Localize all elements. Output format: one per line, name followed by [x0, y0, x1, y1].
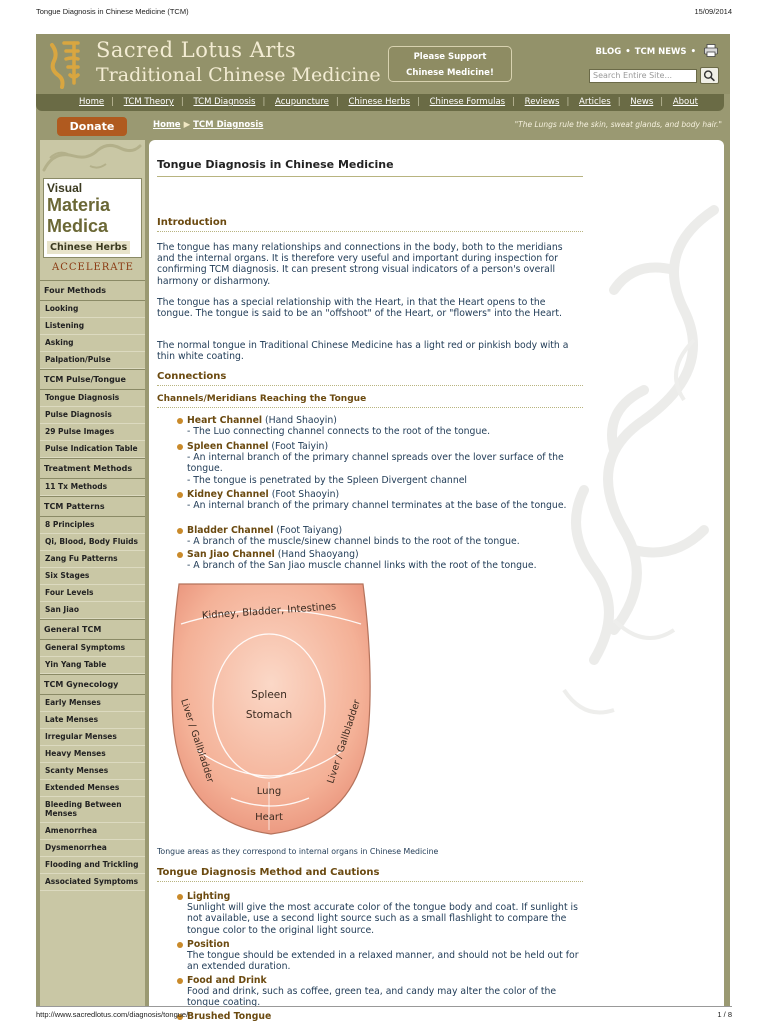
sidebar-item-zang-fu[interactable]: Zang Fu Patterns: [40, 551, 145, 568]
tongue-diagram: [157, 582, 387, 840]
sidebar-item-early-menses[interactable]: Early Menses: [40, 695, 145, 712]
nav-tcm-theory[interactable]: TCM Theory: [123, 97, 174, 107]
channel-sub: (Foot Taiyang): [276, 525, 343, 536]
breadcrumb: [153, 120, 263, 130]
channel-line: - A branch of the muscle/sinew channel binds to the root of the tongue.: [187, 536, 520, 548]
sidebar-item-yin-yang[interactable]: Yin Yang Table: [40, 657, 145, 674]
print-footer: [36, 1006, 732, 1024]
sidebar-item-looking[interactable]: Looking: [40, 301, 145, 318]
sidebar-section-title: TCM Patterns: [40, 496, 145, 517]
bullet-icon: [177, 492, 183, 498]
dragon-ornament-icon: [40, 140, 145, 176]
header-quote: "The Lungs rule the skin, sweat glands, and body hair.": [514, 120, 722, 129]
channel-line: - A branch of the San Jiao muscle channel links with the root of the tongue.: [187, 560, 537, 572]
bullet-icon: [177, 528, 183, 534]
connections-heading: Connections: [157, 371, 583, 386]
sidebar-item-asking[interactable]: Asking: [40, 335, 145, 352]
channel-name: San Jiao Channel: [187, 549, 275, 560]
sidebar-item-general-symptoms[interactable]: General Symptoms: [40, 640, 145, 657]
printer-icon[interactable]: [704, 44, 718, 57]
label-liver-left: Liver / Gallbladder: [178, 697, 216, 784]
promo-line-4: Chinese Herbs: [47, 241, 130, 254]
method-item: [157, 939, 587, 973]
sidebar-item-pulse-images[interactable]: 29 Pulse Images: [40, 424, 145, 441]
support-button[interactable]: [388, 46, 512, 82]
sidebar-item-pulse-diagnosis[interactable]: Pulse Diagnosis: [40, 407, 145, 424]
nav-articles[interactable]: Articles: [579, 97, 611, 107]
promo-line-1: Visual: [47, 181, 83, 195]
channel-item: [157, 489, 587, 511]
sidebar-item-8-principles[interactable]: 8 Principles: [40, 517, 145, 534]
intro-paragraph-2: The tongue has a special relationship with the Heart, in that the Heart opens to the tongue. The tongue is said to be an "offshoot" of the Heart, or "flowers" into the Heart.: [157, 297, 562, 320]
breadcrumb-home[interactable]: Home: [153, 120, 181, 130]
sidebar-item-six-stages[interactable]: Six Stages: [40, 568, 145, 585]
print-page-number: 1 / 8: [717, 1010, 732, 1019]
blog-link[interactable]: BLOG: [595, 47, 622, 57]
label-heart: Heart: [255, 812, 283, 823]
sidebar-item-bleeding-between[interactable]: Bleeding Between Menses: [40, 797, 145, 823]
sidebar-section-title: TCM Gynecology: [40, 674, 145, 695]
channel-line: - The tongue is penetrated by the Spleen Divergent channel: [187, 474, 468, 486]
label-liver-right: Liver / Gallbladder: [325, 698, 363, 785]
bullet-icon: [177, 978, 183, 984]
sidebar-item-associated[interactable]: Associated Symptoms: [40, 874, 145, 891]
promo-line-2: Materia: [47, 195, 111, 215]
tcm-news-link[interactable]: TCM NEWS: [634, 47, 687, 57]
method-text: Sunlight will give the most accurate color of the tongue body and coat. If sunlight is not available, use a second light source such as a small flashlight to compare the tongue color to the original light source.: [187, 902, 578, 936]
accelerate-link[interactable]: ACCELERATE: [52, 262, 134, 273]
logo-subtitle[interactable]: Traditional Chinese Medicine: [96, 64, 381, 86]
sidebar-item-irregular-menses[interactable]: Irregular Menses: [40, 729, 145, 746]
sidebar-item-qi-blood[interactable]: Qi, Blood, Body Fluids: [40, 534, 145, 551]
sidebar-item-scanty-menses[interactable]: Scanty Menses: [40, 763, 145, 780]
sidebar-section-title: Four Methods: [40, 280, 145, 301]
print-title: Tongue Diagnosis in Chinese Medicine (TCM): [36, 7, 189, 16]
method-name: Food and Drink: [187, 975, 267, 986]
sidebar-section-title: General TCM: [40, 619, 145, 640]
channel-sub: (Foot Taiyin): [271, 441, 329, 452]
method-name: Position: [187, 939, 230, 950]
channel-line: - An internal branch of the primary channel spreads over the lover surface of the tongue.: [187, 452, 564, 475]
site-header: [36, 34, 730, 94]
channel-line: - An internal branch of the primary channel terminates at the base of the tongue.: [187, 500, 567, 512]
channel-item: [157, 441, 587, 486]
sidebar-item-san-jiao[interactable]: San Jiao: [40, 602, 145, 619]
channel-name: Bladder Channel: [187, 525, 274, 536]
intro-paragraph-1: The tongue has many relationships and connections in the body, both to the meridians and the internal organs. It is therefore very useful and important during inspection for confirming TCM diagnosis. It can present strong visual indicators of a person's overall harmony or disharmony.: [157, 242, 563, 287]
sidebar-section-title: TCM Pulse/Tongue: [40, 369, 145, 390]
support-line-1: Please Support: [413, 52, 487, 62]
bullet-icon: [177, 894, 183, 900]
method-heading: Tongue Diagnosis Method and Cautions: [157, 867, 583, 882]
channel-name: Heart Channel: [187, 415, 263, 426]
sidebar-item-late-menses[interactable]: Late Menses: [40, 712, 145, 729]
method-item: [157, 891, 587, 936]
channel-line: - The Luo connecting channel connects to the root of the tongue.: [187, 426, 491, 438]
print-url: http://www.sacredlotus.com/diagnosis/tongue/: [36, 1010, 189, 1019]
bullet-icon: [177, 942, 183, 948]
channel-item: [157, 549, 587, 571]
logo-title[interactable]: Sacred Lotus Arts: [96, 38, 297, 62]
sidebar-item-pulse-table[interactable]: Pulse Indication Table: [40, 441, 145, 458]
method-text: The tongue should be extended in a relaxed manner, and should not be held out for an extended duration.: [187, 950, 579, 973]
sidebar-item-dysmenorrhea[interactable]: Dysmenorrhea: [40, 840, 145, 857]
diagram-caption: Tongue areas as they correspond to internal organs in Chinese Medicine: [157, 847, 439, 856]
main-content: [149, 140, 724, 1022]
sidebar-item-amenorrhea[interactable]: Amenorrhea: [40, 823, 145, 840]
breadcrumb-tcm-diagnosis[interactable]: TCM Diagnosis: [193, 120, 264, 130]
nav-about[interactable]: About: [672, 97, 698, 107]
support-line-2: Chinese Medicine!: [406, 68, 494, 78]
channel-sub: (Foot Shaoyin): [271, 489, 340, 500]
main-nav: Home | TCM Theory | TCM Diagnosis | Acupuncture | Chinese Herbs | Chinese Formulas | Reviews | Articles | News | About: [36, 94, 724, 111]
sidebar-item-flooding[interactable]: Flooding and Trickling: [40, 857, 145, 874]
bullet-icon: [177, 418, 183, 424]
lotus-logo-icon[interactable]: [44, 39, 86, 89]
sidebar-nav: [40, 280, 145, 891]
page-title: Tongue Diagnosis in Chinese Medicine: [157, 158, 583, 177]
channels-heading: Channels/Meridians Reaching the Tongue: [157, 394, 583, 408]
intro-paragraph-3: The normal tongue in Traditional Chinese Medicine has a light red or pinkish body with a thin white coating.: [157, 340, 569, 363]
print-header: [36, 4, 732, 18]
method-item: [157, 975, 587, 1009]
nav-acupuncture[interactable]: Acupuncture: [275, 97, 329, 107]
sidebar-item-heavy-menses[interactable]: Heavy Menses: [40, 746, 145, 763]
channel-sub: (Hand Shaoyang): [277, 549, 359, 560]
channel-item: [157, 415, 587, 437]
donate-button[interactable]: Donate: [57, 117, 127, 136]
label-lung: Lung: [256, 786, 282, 797]
bullet-icon: [177, 552, 183, 558]
sidebar-item-tongue-diagnosis[interactable]: Tongue Diagnosis: [40, 390, 145, 407]
label-spleen: Spleen: [251, 689, 287, 701]
search-input[interactable]: Search Entire Site...: [589, 69, 697, 83]
intro-heading: Introduction: [157, 217, 583, 232]
nav-tcm-diagnosis[interactable]: TCM Diagnosis: [193, 97, 256, 107]
materia-medica-promo[interactable]: [43, 178, 142, 258]
sidebar-item-four-levels[interactable]: Four Levels: [40, 585, 145, 602]
nav-chinese-herbs[interactable]: Chinese Herbs: [348, 97, 411, 107]
sidebar-item-extended-menses[interactable]: Extended Menses: [40, 780, 145, 797]
channel-name: Spleen Channel: [187, 441, 269, 452]
promo-line-3: Medica: [47, 216, 109, 236]
channel-name: Kidney Channel: [187, 489, 269, 500]
sidebar-item-tx-methods[interactable]: 11 Tx Methods: [40, 479, 145, 496]
method-name: Lighting: [187, 891, 231, 902]
sidebar-section-title: Treatment Methods: [40, 458, 145, 479]
search-icon[interactable]: [700, 67, 719, 84]
nav-reviews[interactable]: Reviews: [524, 97, 560, 107]
sidebar: [40, 140, 145, 1006]
channel-sub: (Hand Shaoyin): [265, 415, 337, 426]
method-name: Brushed Tongue: [187, 1011, 272, 1022]
label-root: Kidney, Bladder, Intestines: [201, 601, 337, 622]
print-date: 15/09/2014: [694, 7, 732, 16]
label-stomach: Stomach: [245, 709, 293, 721]
top-links: BLOG • TCM NEWS •: [595, 47, 696, 57]
bullet-icon: [177, 444, 183, 450]
nav-chinese-formulas[interactable]: Chinese Formulas: [429, 97, 506, 107]
breadcrumb-arrow-icon: ▶: [183, 120, 191, 130]
channel-item: [157, 525, 587, 547]
sidebar-item-palpation[interactable]: Palpation/Pulse: [40, 352, 145, 369]
nav-news[interactable]: News: [630, 97, 654, 107]
nav-home[interactable]: Home: [79, 97, 105, 107]
sidebar-item-listening[interactable]: Listening: [40, 318, 145, 335]
method-text: Food and drink, such as coffee, green tea, and candy may alter the color of the tongue coating.: [187, 986, 557, 1009]
